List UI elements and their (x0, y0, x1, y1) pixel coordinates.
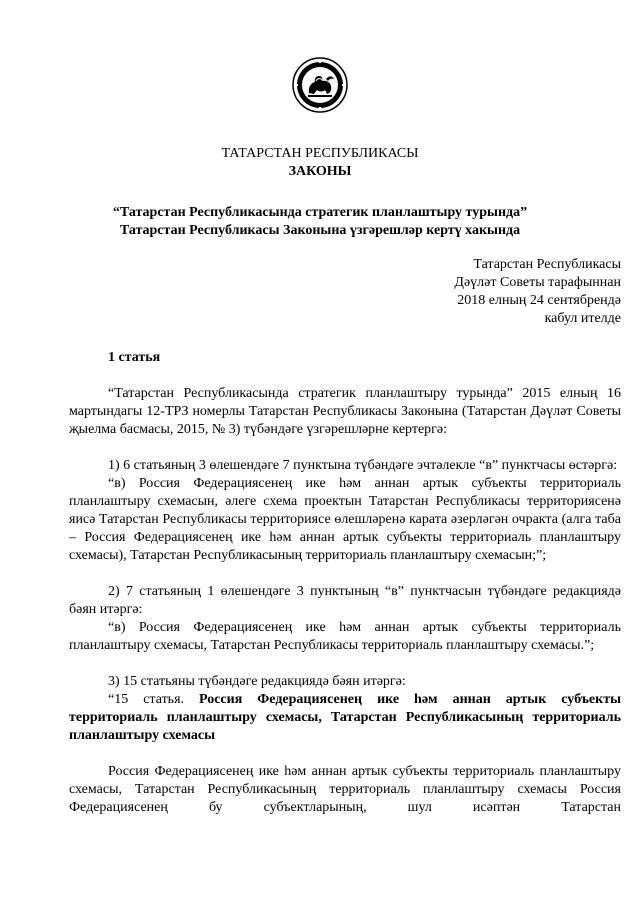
adoption-line: Татарстан Республикасы (473, 257, 621, 272)
adoption-line: кабул ителде (544, 311, 621, 326)
intro-paragraph: “Татарстан Республикасында стратегик планлаштыру турында” 2015 елның 16 мартындагы 12-ТРЗ номерлы Татарстан Республикасы Законына (Татарстан Дәүләт Советы җыелма басмасы, 2015, № 3) түбәндәге үзгәрешләрне кертергә: (69, 386, 621, 437)
item2-quote: “в) Россия Федерациясенең ике һәм аннан артык субъекты территориаль планлаштыру схемасы, Татарстан Республикасы территориаль планлаштыру схемасы.”; (69, 620, 621, 653)
item1-intro: 1) 6 статьяның 3 өлешендәге 7 пунктына түбәндәге эчтәлекле “в” пунктчасы өстәргә: (108, 458, 618, 473)
item2-intro: 2) 7 статьяның 1 өлешендәге 3 пунктының “в” пунктчасын түбәндәге редакциядә бәян итәргә: (69, 584, 621, 617)
adoption-block (454, 256, 621, 328)
item3-quote-prefix: “15 статья. (108, 692, 185, 707)
law-subject-line2: Татарстан Республикасы Законына үзгәрешләр кертү хакында (119, 223, 521, 238)
item1-quote: “в) Россия Федерациясенең ике һәм аннан артык субъекты территориаль планлаштыру схемасын, әлеге схема проектын Татарстан Республикасы территориясенә яисә Татарстан Республикасы территориясе өлешләренә карата әзерләгән очракта (алга таба – Россия Федерациясенең ике һәм аннан артык субъекты территориаль планлаштыру схемасы), Татарстан Республикасының территориаль планлаштыру схемасын;”; (69, 476, 621, 563)
closing-paragraph: Россия Федерациясенең ике һәм аннан артык субъекты территориаль планлаштыру схемасы, Татарстан Республикасының территориаль планлаштыру схемасы Россия Федерациясенең бу субъектларының, шул исәптән Татарстан (69, 764, 621, 815)
article-heading: 1 статья (108, 350, 161, 365)
law-title: ЗАКОНЫ (288, 164, 352, 179)
item3-quote-bold: Россия Федерациясенең ике һәм аннан артык субъекты территориаль планлаштыру схемасы, Татарстан Республикасының территориаль планлаштыру схемасы (69, 692, 622, 743)
item3-quote (69, 691, 621, 745)
adoption-date: 2018 елның 24 сентябрендә (457, 293, 621, 308)
law-subject-line1: “Татарстан Республикасында стратегик планлаштыру турында” (112, 205, 528, 220)
tatarstan-emblem-icon (292, 57, 348, 113)
adoption-line: Дәүләт Советы тарафыннан (454, 275, 621, 290)
article-body (69, 385, 621, 817)
republic-title: ТАТАРСТАН РЕСПУБЛИКАСЫ (221, 146, 419, 161)
item3-intro: 3) 15 статьяны түбәндәге редакциядә бәян итәргә: (108, 674, 406, 689)
